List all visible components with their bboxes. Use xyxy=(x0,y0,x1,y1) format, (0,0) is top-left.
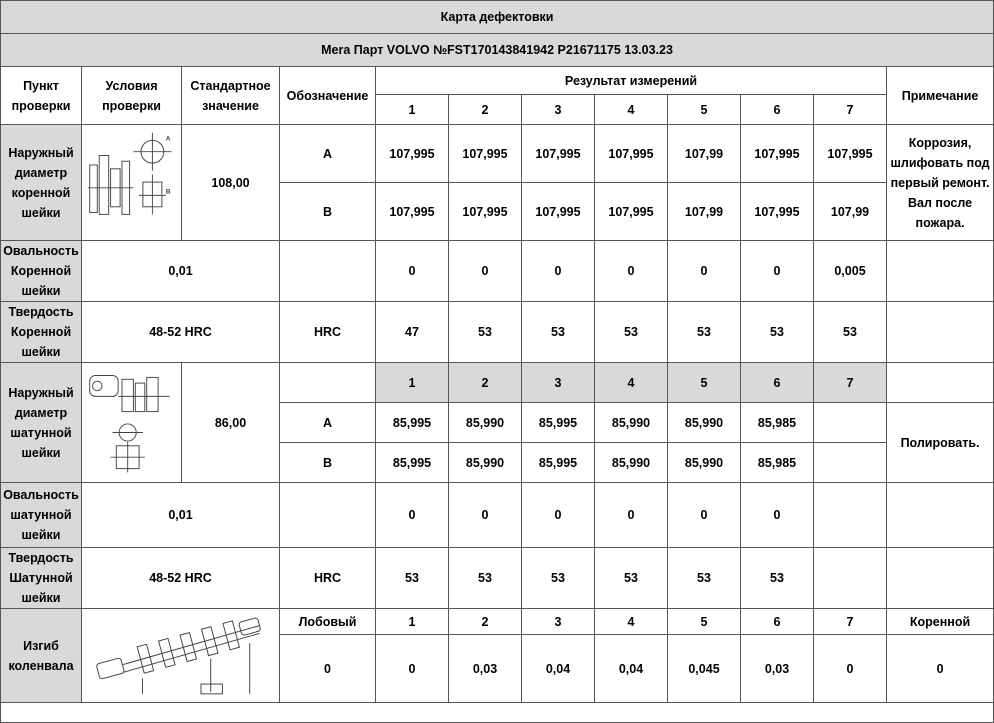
main-diam-b-2: 107,995 xyxy=(449,183,522,241)
rod-col-1: 1 xyxy=(376,363,449,403)
main-hard-1: 47 xyxy=(376,302,449,363)
header-point: Пункт проверки xyxy=(1,67,82,125)
rod-oval-5: 0 xyxy=(668,483,741,548)
bend-1: 0 xyxy=(376,635,449,703)
main-diam-a-3: 107,995 xyxy=(522,125,595,183)
rod-journal-sketch-icon xyxy=(84,366,179,478)
rod-diam-des-a: A xyxy=(280,403,376,443)
main-diam-label: Наружный диаметр коренной шейки xyxy=(1,125,82,241)
main-hard-2: 53 xyxy=(449,302,522,363)
main-oval-note xyxy=(887,241,994,302)
main-oval-6: 0 xyxy=(741,241,814,302)
rod-diam-b-1: 85,995 xyxy=(376,443,449,483)
rod-hard-6: 53 xyxy=(741,548,814,609)
bend-drawing xyxy=(82,609,280,703)
rod-diam-b-7 xyxy=(814,443,887,483)
rod-hard-note xyxy=(887,548,994,609)
main-diam-a-5: 107,99 xyxy=(668,125,741,183)
rod-diam-des-header xyxy=(280,363,376,403)
header-col-7: 7 xyxy=(814,95,887,125)
rod-hard-label: Твердость Шатунной шейки xyxy=(1,548,82,609)
main-diam-standard: 108,00 xyxy=(182,125,280,241)
bend-col-3: 3 xyxy=(522,609,595,635)
bend-des-value: 0 xyxy=(280,635,376,703)
bend-col-7: 7 xyxy=(814,609,887,635)
header-col-1: 1 xyxy=(376,95,449,125)
rod-col-4: 4 xyxy=(595,363,668,403)
rod-hard-3: 53 xyxy=(522,548,595,609)
main-diam-a-6: 107,995 xyxy=(741,125,814,183)
main-oval-4: 0 xyxy=(595,241,668,302)
card-subtitle: Mera Парт VOLVO №FST170143841942 P21671175 13.03.23 xyxy=(1,34,994,67)
main-hard-6: 53 xyxy=(741,302,814,363)
bend-col-1: 1 xyxy=(376,609,449,635)
header-results: Результат измерений xyxy=(376,67,887,95)
rod-oval-4: 0 xyxy=(595,483,668,548)
main-diam-b-7: 107,99 xyxy=(814,183,887,241)
main-oval-3: 0 xyxy=(522,241,595,302)
main-diam-b-1: 107,995 xyxy=(376,183,449,241)
bend-col-5: 5 xyxy=(668,609,741,635)
rod-diam-note-header xyxy=(887,363,994,403)
rod-col-6: 6 xyxy=(741,363,814,403)
rod-diam-note: Полировать. xyxy=(887,403,994,483)
rod-oval-note xyxy=(887,483,994,548)
main-diam-a-1: 107,995 xyxy=(376,125,449,183)
bend-5: 0,045 xyxy=(668,635,741,703)
main-diam-des-a: A xyxy=(280,125,376,183)
main-diam-a-4: 107,995 xyxy=(595,125,668,183)
header-col-4: 4 xyxy=(595,95,668,125)
bend-label: Изгиб коленвала xyxy=(1,609,82,703)
bend-6: 0,03 xyxy=(741,635,814,703)
bend-2: 0,03 xyxy=(449,635,522,703)
rod-journal-drawing xyxy=(82,363,182,483)
rod-diam-standard: 86,00 xyxy=(182,363,280,483)
main-hard-7: 53 xyxy=(814,302,887,363)
main-diam-note: Коррозия, шлифовать под первый ремонт. Вал после пожара. xyxy=(887,125,994,241)
main-oval-standard: 0,01 xyxy=(82,241,280,302)
rod-oval-label: Овальность шатунной шейки xyxy=(1,483,82,548)
header-col-3: 3 xyxy=(522,95,595,125)
rod-diam-a-3: 85,995 xyxy=(522,403,595,443)
rod-oval-1: 0 xyxy=(376,483,449,548)
rod-diam-label: Наружный диаметр шатунной шейки xyxy=(1,363,82,483)
rod-oval-2: 0 xyxy=(449,483,522,548)
main-oval-2: 0 xyxy=(449,241,522,302)
bend-note-header: Коренной xyxy=(887,609,994,635)
main-hard-4: 53 xyxy=(595,302,668,363)
main-diam-b-5: 107,99 xyxy=(668,183,741,241)
header-col-6: 6 xyxy=(741,95,814,125)
svg-text:A: A xyxy=(165,135,171,143)
main-hard-3: 53 xyxy=(522,302,595,363)
svg-text:B: B xyxy=(165,188,171,196)
rod-col-5: 5 xyxy=(668,363,741,403)
rod-diam-a-2: 85,990 xyxy=(449,403,522,443)
rod-hard-5: 53 xyxy=(668,548,741,609)
rod-diam-des-b: B xyxy=(280,443,376,483)
rod-diam-b-4: 85,990 xyxy=(595,443,668,483)
rod-oval-des xyxy=(280,483,376,548)
main-hard-standard: 48-52 HRC xyxy=(82,302,280,363)
main-oval-des xyxy=(280,241,376,302)
main-journal-drawing xyxy=(82,125,182,241)
rod-oval-3: 0 xyxy=(522,483,595,548)
rod-hard-2: 53 xyxy=(449,548,522,609)
main-diam-a-7: 107,995 xyxy=(814,125,887,183)
crankshaft-sketch-icon xyxy=(84,127,179,237)
main-diam-b-3: 107,995 xyxy=(522,183,595,241)
header-standard: Стандартное значение xyxy=(182,67,280,125)
bend-col-6: 6 xyxy=(741,609,814,635)
bend-7: 0 xyxy=(814,635,887,703)
bend-col-4: 4 xyxy=(595,609,668,635)
main-diam-b-4: 107,995 xyxy=(595,183,668,241)
header-designation: Обозначение xyxy=(280,67,376,125)
rod-col-3: 3 xyxy=(522,363,595,403)
main-oval-7: 0,005 xyxy=(814,241,887,302)
rod-col-7: 7 xyxy=(814,363,887,403)
rod-diam-a-4: 85,990 xyxy=(595,403,668,443)
rod-diam-b-3: 85,995 xyxy=(522,443,595,483)
rod-oval-7 xyxy=(814,483,887,548)
main-hard-des: HRC xyxy=(280,302,376,363)
bend-3: 0,04 xyxy=(522,635,595,703)
crankshaft-bend-icon xyxy=(84,610,277,702)
rod-hard-7 xyxy=(814,548,887,609)
header-col-5: 5 xyxy=(668,95,741,125)
main-hard-note xyxy=(887,302,994,363)
main-hard-label: Твердость Коренной шейки xyxy=(1,302,82,363)
bend-des-header: Лобовый xyxy=(280,609,376,635)
rod-diam-a-5: 85,990 xyxy=(668,403,741,443)
rod-oval-standard: 0,01 xyxy=(82,483,280,548)
rod-diam-b-2: 85,990 xyxy=(449,443,522,483)
main-oval-1: 0 xyxy=(376,241,449,302)
rod-diam-a-7 xyxy=(814,403,887,443)
rod-hard-1: 53 xyxy=(376,548,449,609)
card-title: Карта дефектовки xyxy=(1,1,994,34)
empty-footer-row xyxy=(1,703,994,723)
rod-col-2: 2 xyxy=(449,363,522,403)
rod-oval-6: 0 xyxy=(741,483,814,548)
main-diam-b-6: 107,995 xyxy=(741,183,814,241)
rod-diam-a-1: 85,995 xyxy=(376,403,449,443)
main-diam-a-2: 107,995 xyxy=(449,125,522,183)
bend-4: 0,04 xyxy=(595,635,668,703)
main-hard-5: 53 xyxy=(668,302,741,363)
bend-note-value: 0 xyxy=(887,635,994,703)
main-oval-5: 0 xyxy=(668,241,741,302)
rod-diam-b-5: 85,990 xyxy=(668,443,741,483)
bend-col-2: 2 xyxy=(449,609,522,635)
rod-diam-b-6: 85,985 xyxy=(741,443,814,483)
rod-hard-4: 53 xyxy=(595,548,668,609)
rod-diam-a-6: 85,985 xyxy=(741,403,814,443)
header-col-2: 2 xyxy=(449,95,522,125)
rod-hard-des: HRC xyxy=(280,548,376,609)
header-conditions: Условия проверки xyxy=(82,67,182,125)
main-diam-des-b: B xyxy=(280,183,376,241)
main-oval-label: Овальность Коренной шейки xyxy=(1,241,82,302)
header-note: Примечание xyxy=(887,67,994,125)
rod-hard-standard: 48-52 HRC xyxy=(82,548,280,609)
